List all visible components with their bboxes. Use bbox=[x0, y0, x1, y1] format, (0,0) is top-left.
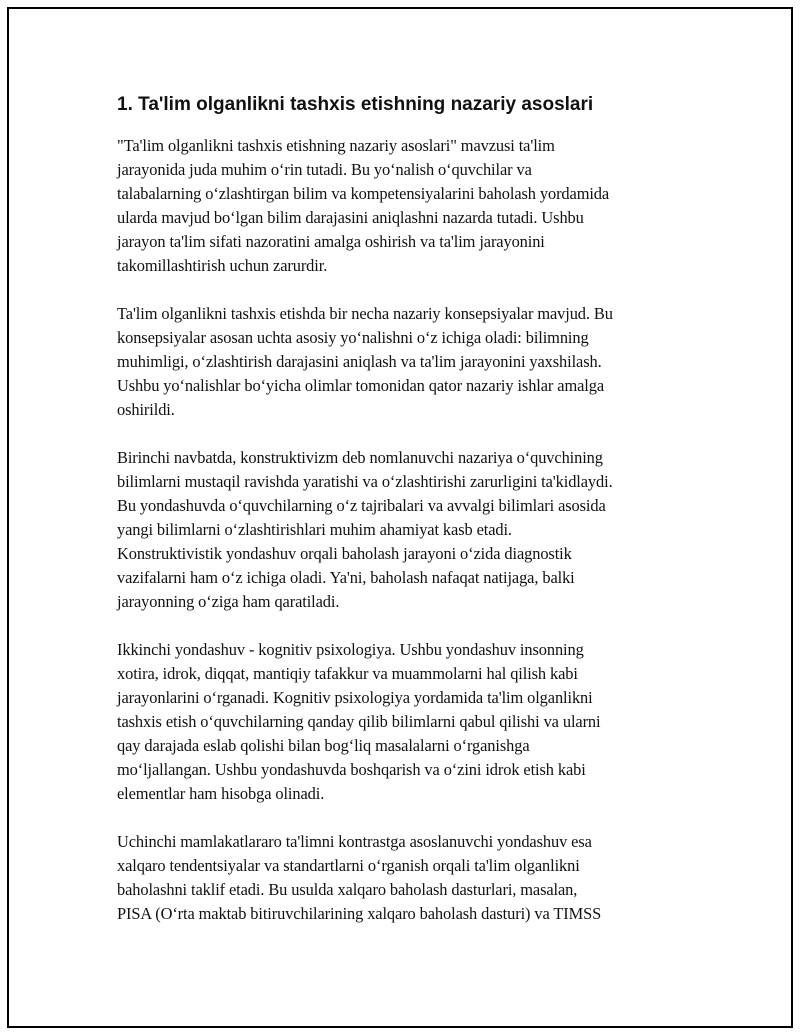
text-line: Bu yondashuvda o‘quvchilarning o‘z tajribalari va avvalgi bilimlari asosida bbox=[117, 496, 606, 515]
paragraph-constructivism bbox=[117, 446, 692, 614]
text-line: qay darajada eslab qolishi bilan bog‘liq masalalarni o‘rganishga bbox=[117, 736, 530, 755]
text-line: konsepsiyalar asosan uchta asosiy yo‘nalishni o‘z ichiga oladi: bilimning bbox=[117, 328, 589, 347]
document-body bbox=[117, 90, 692, 950]
text-line: yangi bilimlarni o‘zlashtirishlari muhim ahamiyat kasb etadi. bbox=[117, 520, 512, 539]
text-line: xalqaro tendentsiyalar va standartlarni o‘rganish orqali ta'lim olganlikni bbox=[117, 856, 580, 875]
text-line: baholashni taklif etadi. Bu usulda xalqaro baholash dasturlari, masalan, bbox=[117, 880, 578, 899]
text-line: Konstruktivistik yondashuv orqali baholash jarayoni o‘zida diagnostik bbox=[117, 544, 572, 563]
text-line: jarayonida juda muhim o‘rin tutadi. Bu yo‘nalish o‘quvchilar va bbox=[117, 160, 532, 179]
text-line: elementlar ham hisobga olinadi. bbox=[117, 784, 325, 803]
text-line: muhimligi, o‘zlashtirish darajasini aniqlash va ta'lim jarayonini yaxshilash. bbox=[117, 352, 602, 371]
text-line: jarayonlarini o‘rganadi. Kognitiv psixologiya yordamida ta'lim olganlikni bbox=[117, 688, 593, 707]
text-line: xotira, idrok, diqqat, mantiqiy tafakkur va muammolarni hal qilish kabi bbox=[117, 664, 578, 683]
paragraph-concepts bbox=[117, 302, 692, 422]
paragraph-cognitive bbox=[117, 638, 692, 806]
text-line: jarayon ta'lim sifati nazoratini amalga oshirish va ta'lim jarayonini bbox=[117, 232, 545, 251]
text-line: Birinchi navbatda, konstruktivizm deb nomlanuvchi nazariya o‘quvchining bbox=[117, 448, 603, 467]
text-line: tashxis etish o‘quvchilarning qanday qilib bilimlarni qabul qilishi va ularni bbox=[117, 712, 601, 731]
text-line: mo‘ljallangan. Ushbu yondashuvda boshqarish va o‘zini idrok etish kabi bbox=[117, 760, 586, 779]
text-line: talabalarning o‘zlashtirgan bilim va kompetensiyalarini baholash yordamida bbox=[117, 184, 610, 203]
text-line: bilimlarni mustaqil ravishda yaratishi va o‘zlashtirishi zarurligini ta'kidlaydi. bbox=[117, 472, 613, 491]
text-line: "Ta'lim olganlikni tashxis etishning nazariy asoslari" mavzusi ta'lim bbox=[117, 136, 555, 155]
text-line: Ushbu yo‘nalishlar bo‘yicha olimlar tomonidan qator nazariy ishlar amalga bbox=[117, 376, 605, 395]
text-line: vazifalarni ham o‘z ichiga oladi. Ya'ni, baholash nafaqat natijaga, balki bbox=[117, 568, 575, 587]
text-line: oshirildi. bbox=[117, 400, 175, 419]
text-line: ularda mavjud bo‘lgan bilim darajasini aniqlashni nazarda tutadi. Ushbu bbox=[117, 208, 584, 227]
paragraph-international bbox=[117, 830, 692, 926]
section-heading: 1. Ta'lim olganlikni tashxis etishning nazariy asoslari bbox=[117, 94, 594, 115]
text-line: Ikkinchi yondashuv - kognitiv psixologiya. Ushbu yondashuv insonning bbox=[117, 640, 584, 659]
text-line: jarayonning o‘ziga ham qaratiladi. bbox=[117, 592, 340, 611]
text-line: Ta'lim olganlikni tashxis etishda bir necha nazariy konsepsiyalar mavjud. Bu bbox=[117, 304, 613, 323]
text-line: takomillashtirish uchun zarurdir. bbox=[117, 256, 328, 275]
paragraph-intro bbox=[117, 134, 692, 278]
text-line: Uchinchi mamlakatlararo ta'limni kontrastga asoslanuvchi yondashuv esa bbox=[117, 832, 592, 851]
text-line: PISA (O‘rta maktab bitiruvchilarining xalqaro baholash dasturi) va TIMSS bbox=[117, 904, 602, 923]
